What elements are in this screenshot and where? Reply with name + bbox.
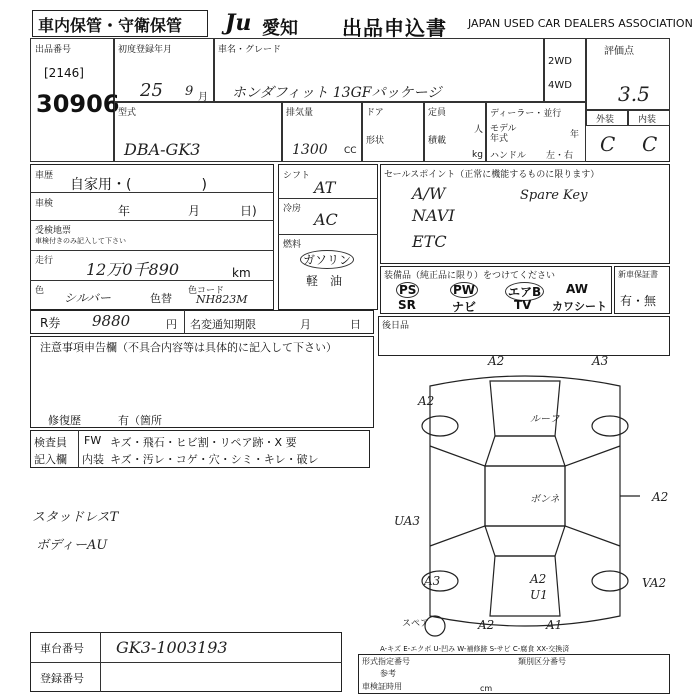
int-label: 内装 [82, 453, 104, 466]
fuel-gasoline: ガソリン [300, 250, 354, 269]
divider [78, 430, 79, 468]
inspect-year-unit: 年 [118, 204, 131, 218]
rtax-label: R券 [40, 316, 61, 330]
rating-value: 3.5 [618, 82, 650, 106]
cert-label: 車検証時用 [362, 682, 402, 691]
history-label: 車歴 [35, 171, 54, 181]
inspect-label: 車検 [35, 199, 54, 209]
mark-a2-fl: A2 [418, 394, 435, 408]
wheel-fr [592, 416, 628, 436]
fw-label: FW [84, 434, 102, 447]
sales-point-3: ETC [412, 232, 447, 251]
fw-items: キズ・飛石・ヒビ割・リペア跡・X 要 [110, 436, 297, 449]
reg-number-label: 登録番号 [40, 672, 84, 685]
mark-u1: U1 [530, 588, 548, 602]
wheel-fl [422, 416, 458, 436]
shift-label: シフト [283, 171, 311, 181]
mark-a2-right: A2 [652, 490, 669, 504]
sales-label: セールスポイント（正常に機能するものに限ります） [384, 170, 600, 180]
cat-label: 類別区分番号 [518, 657, 566, 666]
car-windshield [485, 436, 565, 466]
rating-label: 評価点 [604, 46, 634, 57]
ac-value: AC [314, 210, 338, 229]
shape-label: 形状 [366, 136, 385, 146]
drive-2wd: 2WD [548, 56, 572, 67]
warranty-label: 新車保証書 [618, 270, 658, 279]
divider [278, 234, 378, 235]
roof-note: ルーフ [530, 414, 560, 425]
color-change-label: 色替 [150, 292, 172, 305]
fuel-diesel: 軽 油 [306, 274, 343, 288]
car-name: ホンダフィット 13GFパッケージ [232, 85, 442, 101]
lot-label: 出品番号 [35, 45, 72, 55]
mark-ua3: UA3 [394, 514, 421, 528]
divider [100, 632, 101, 692]
drive-cell [544, 38, 586, 102]
back-label: 後日品 [382, 321, 410, 331]
repair-label: 修復歴 [48, 414, 81, 427]
spare-label: スペア [402, 619, 430, 629]
inspector-note-2: ボディーAU [36, 538, 108, 553]
person-unit: 人 [474, 125, 484, 135]
form-title: 出品申込書 [342, 16, 447, 40]
wheel-rr [592, 571, 628, 591]
notes-label: 注意事項申告欄（不具合内容等は具体的に記入して下さい） [40, 341, 337, 354]
door-label: ドア [366, 108, 384, 118]
name-change-month: 月 [300, 318, 311, 331]
ju-logo: Ju [225, 10, 252, 36]
org-name: 愛知 [262, 18, 298, 39]
name-change-label: 名変通知期限 [190, 318, 256, 331]
mark-a2-top: A2 [488, 354, 505, 368]
inspect-day-unit: 日) [240, 204, 257, 218]
divider [278, 198, 378, 199]
equip-tv: TV [514, 298, 532, 312]
mark-a2-bottom: A2 [478, 618, 495, 632]
lot-number: 30906 [36, 90, 120, 118]
cap-label: 定員 [428, 108, 447, 118]
inspector-note-1: スタッドレスT [32, 510, 119, 525]
ac-label: 冷房 [283, 204, 302, 214]
storage-stamp-text: 車内保管・守衛保管 [38, 16, 183, 35]
model-value: DBA-GK3 [124, 140, 201, 159]
load-label: 積載 [428, 136, 447, 146]
equip-sr: SR [398, 298, 416, 312]
type-label: 形式指定番号 [362, 657, 410, 666]
equip-leather: カワシート [552, 300, 607, 313]
chassis-value: GK3-1003193 [116, 638, 228, 657]
mileage-unit: km [232, 266, 251, 280]
chassis-label: 車台番号 [40, 642, 84, 655]
mark-a2-trunk: A2 [530, 572, 547, 586]
int-grade: C [642, 132, 658, 156]
mark-a3-rl: A3 [424, 574, 441, 588]
repair-value: 有（箇所 [118, 414, 162, 427]
color-code-label: 色コード [188, 286, 225, 296]
hood-note: ボンネ [530, 494, 560, 505]
car-outline [430, 376, 620, 626]
divider [30, 662, 342, 663]
divider [30, 192, 274, 193]
drive-4wd: 4WD [548, 80, 572, 91]
model-label: 型式 [118, 108, 137, 118]
handle-lr: 左・右 [546, 151, 574, 161]
equip-airbag: エアB [505, 282, 544, 301]
equip-label: 装備品（純正品に限り）をつけてください [384, 271, 556, 281]
kg-unit: kg [472, 150, 483, 160]
fuel-label: 燃料 [283, 240, 302, 250]
color-value: シルバー [64, 291, 111, 305]
dealer-label: ディーラー・並行 [490, 109, 562, 119]
mark-a3-top: A3 [592, 354, 609, 368]
divider [30, 280, 274, 281]
shift-value: AT [314, 178, 336, 197]
model-year-label: モデル [490, 124, 517, 134]
recv-note: 車検付きのみ記入して下さい [35, 237, 126, 245]
divider [30, 250, 274, 251]
car-right-doors [565, 446, 620, 546]
name-label: 車名・グレード [218, 45, 282, 55]
inspector-label-2: 記入欄 [34, 453, 67, 466]
reg-month-unit: 月 [198, 92, 208, 103]
diagram-legend: A-キズ E-エクボ U-凹み W-補修跡 S-サビ C-腐食 XX-交換済 [380, 645, 570, 653]
color-label: 色 [35, 286, 45, 296]
equip-navi: ナビ [452, 300, 477, 314]
int-label: 内装 [638, 115, 657, 125]
mark-a1-bottom: A1 [546, 618, 563, 632]
reg-label: 初度登録年月 [118, 45, 173, 55]
sales-point-extra: Spare Key [520, 188, 588, 203]
year-unit: 年 [570, 130, 580, 140]
disp-label: 排気量 [286, 108, 314, 118]
ext-grade: C [600, 132, 616, 156]
color-code-value: NH823M [196, 293, 248, 306]
rtax-value: 9880 [92, 312, 131, 330]
reg-year: 25 [140, 80, 163, 101]
lot-sub: [2146] [44, 66, 84, 80]
handle-label: ハンドル [490, 151, 527, 161]
warranty-value: 有・無 [620, 294, 657, 308]
car-left-doors [430, 446, 485, 546]
model-year-label-2: 年式 [490, 134, 509, 144]
sales-point-1: A/W [412, 184, 446, 203]
mileage-label: 走行 [35, 256, 54, 266]
rtax-unit: 円 [166, 318, 177, 331]
equip-pw: PW [450, 282, 478, 298]
int-items: キズ・汚レ・コゲ・穴・シミ・キレ・破レ [110, 453, 319, 466]
recv-label: 受検地票 [35, 226, 72, 236]
name-change-day: 日 [350, 318, 361, 331]
cm-unit: cm [480, 684, 493, 693]
equip-aw: AW [566, 282, 588, 296]
disp-value: 1300 [292, 142, 328, 158]
divider [184, 310, 185, 334]
inspect-month-unit: 月 [188, 204, 201, 218]
ext-label: 外装 [596, 115, 615, 125]
inspector-label-1: 検査員 [34, 436, 67, 449]
car-rear-window [485, 526, 565, 556]
history-value: 自家用・( ) [70, 177, 207, 193]
divider [30, 220, 274, 221]
back-block [378, 316, 670, 356]
mileage-value: 12万0千890 [86, 260, 180, 279]
org-name-english: JAPAN USED CAR DEALERS ASSOCIATION [468, 17, 693, 30]
sales-point-2: NAVI [412, 206, 455, 225]
ref-label: 参考 [380, 669, 396, 678]
reg-month: 9 [185, 84, 194, 99]
car-hood [490, 381, 560, 436]
car-trunk [490, 556, 560, 616]
mark-va2: VA2 [642, 576, 667, 590]
disp-unit: CC [344, 146, 357, 156]
equip-ps: PS [396, 282, 419, 298]
